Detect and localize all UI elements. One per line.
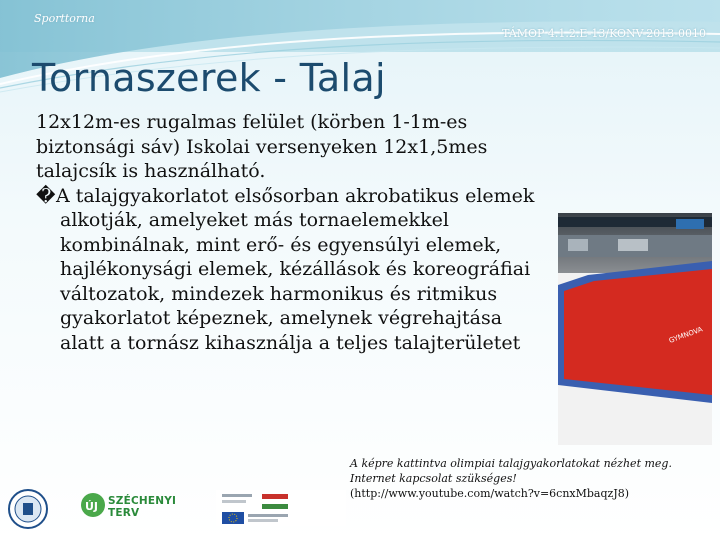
project-code: TÁMOP 4.1.2.E-13/KONV-2013-0010 (502, 27, 706, 40)
szechenyi-label: SZÉCHENYI TERV (108, 495, 177, 519)
svg-text:ÚJ: ÚJ (85, 500, 99, 513)
caption-line-1: A képre kattintva olimpiai talajgyakorlatokat nézhet meg. (350, 457, 672, 470)
photo-caption (350, 456, 715, 501)
gymnastics-floor-image (558, 213, 712, 445)
svg-text:GYMNOVA: GYMNOVA (667, 325, 704, 345)
bullet-paragraph (36, 184, 536, 356)
slide-title: Tornaszerek - Talaj (32, 56, 386, 100)
bullet-text: A talajgyakorlatot elsősorban akrobatikus elemek alkotják, amelyeket más tornaelemekkel kombinálnak, mint erő- és egyensúlyi elemek, hajlékonysági elemek, kézállások és koreográfiai változatok, mindezek harmonikus és ritmikus gyakorlatot képeznek, amelynek végrehajtása alatt a tornász kihasználja a teljes talajterületet (56, 184, 535, 354)
floor-exercise-photo-link[interactable] (558, 213, 712, 445)
course-name: Sporttorna (34, 12, 95, 25)
paragraph-dimensions: 12x12m-es rugalmas felület (körben 1-1m-es biztonsági sáv) Iskolai versenyeken 12x1,5mes talajcsík is használható. (36, 111, 488, 182)
slide-body (36, 110, 536, 355)
szechenyi-terv-logo (78, 490, 208, 522)
university-seal-logo (8, 489, 48, 529)
szechenyi-leaf-icon (80, 490, 106, 520)
bullet-glyph: � (36, 184, 56, 207)
youtube-link[interactable]: (http://www.youtube.com/watch?v=6cnxMbaqzJ8) (350, 487, 630, 500)
caption-line-2: Internet kapcsolat szükséges! (350, 472, 517, 485)
eu-funding-logo (216, 490, 346, 526)
